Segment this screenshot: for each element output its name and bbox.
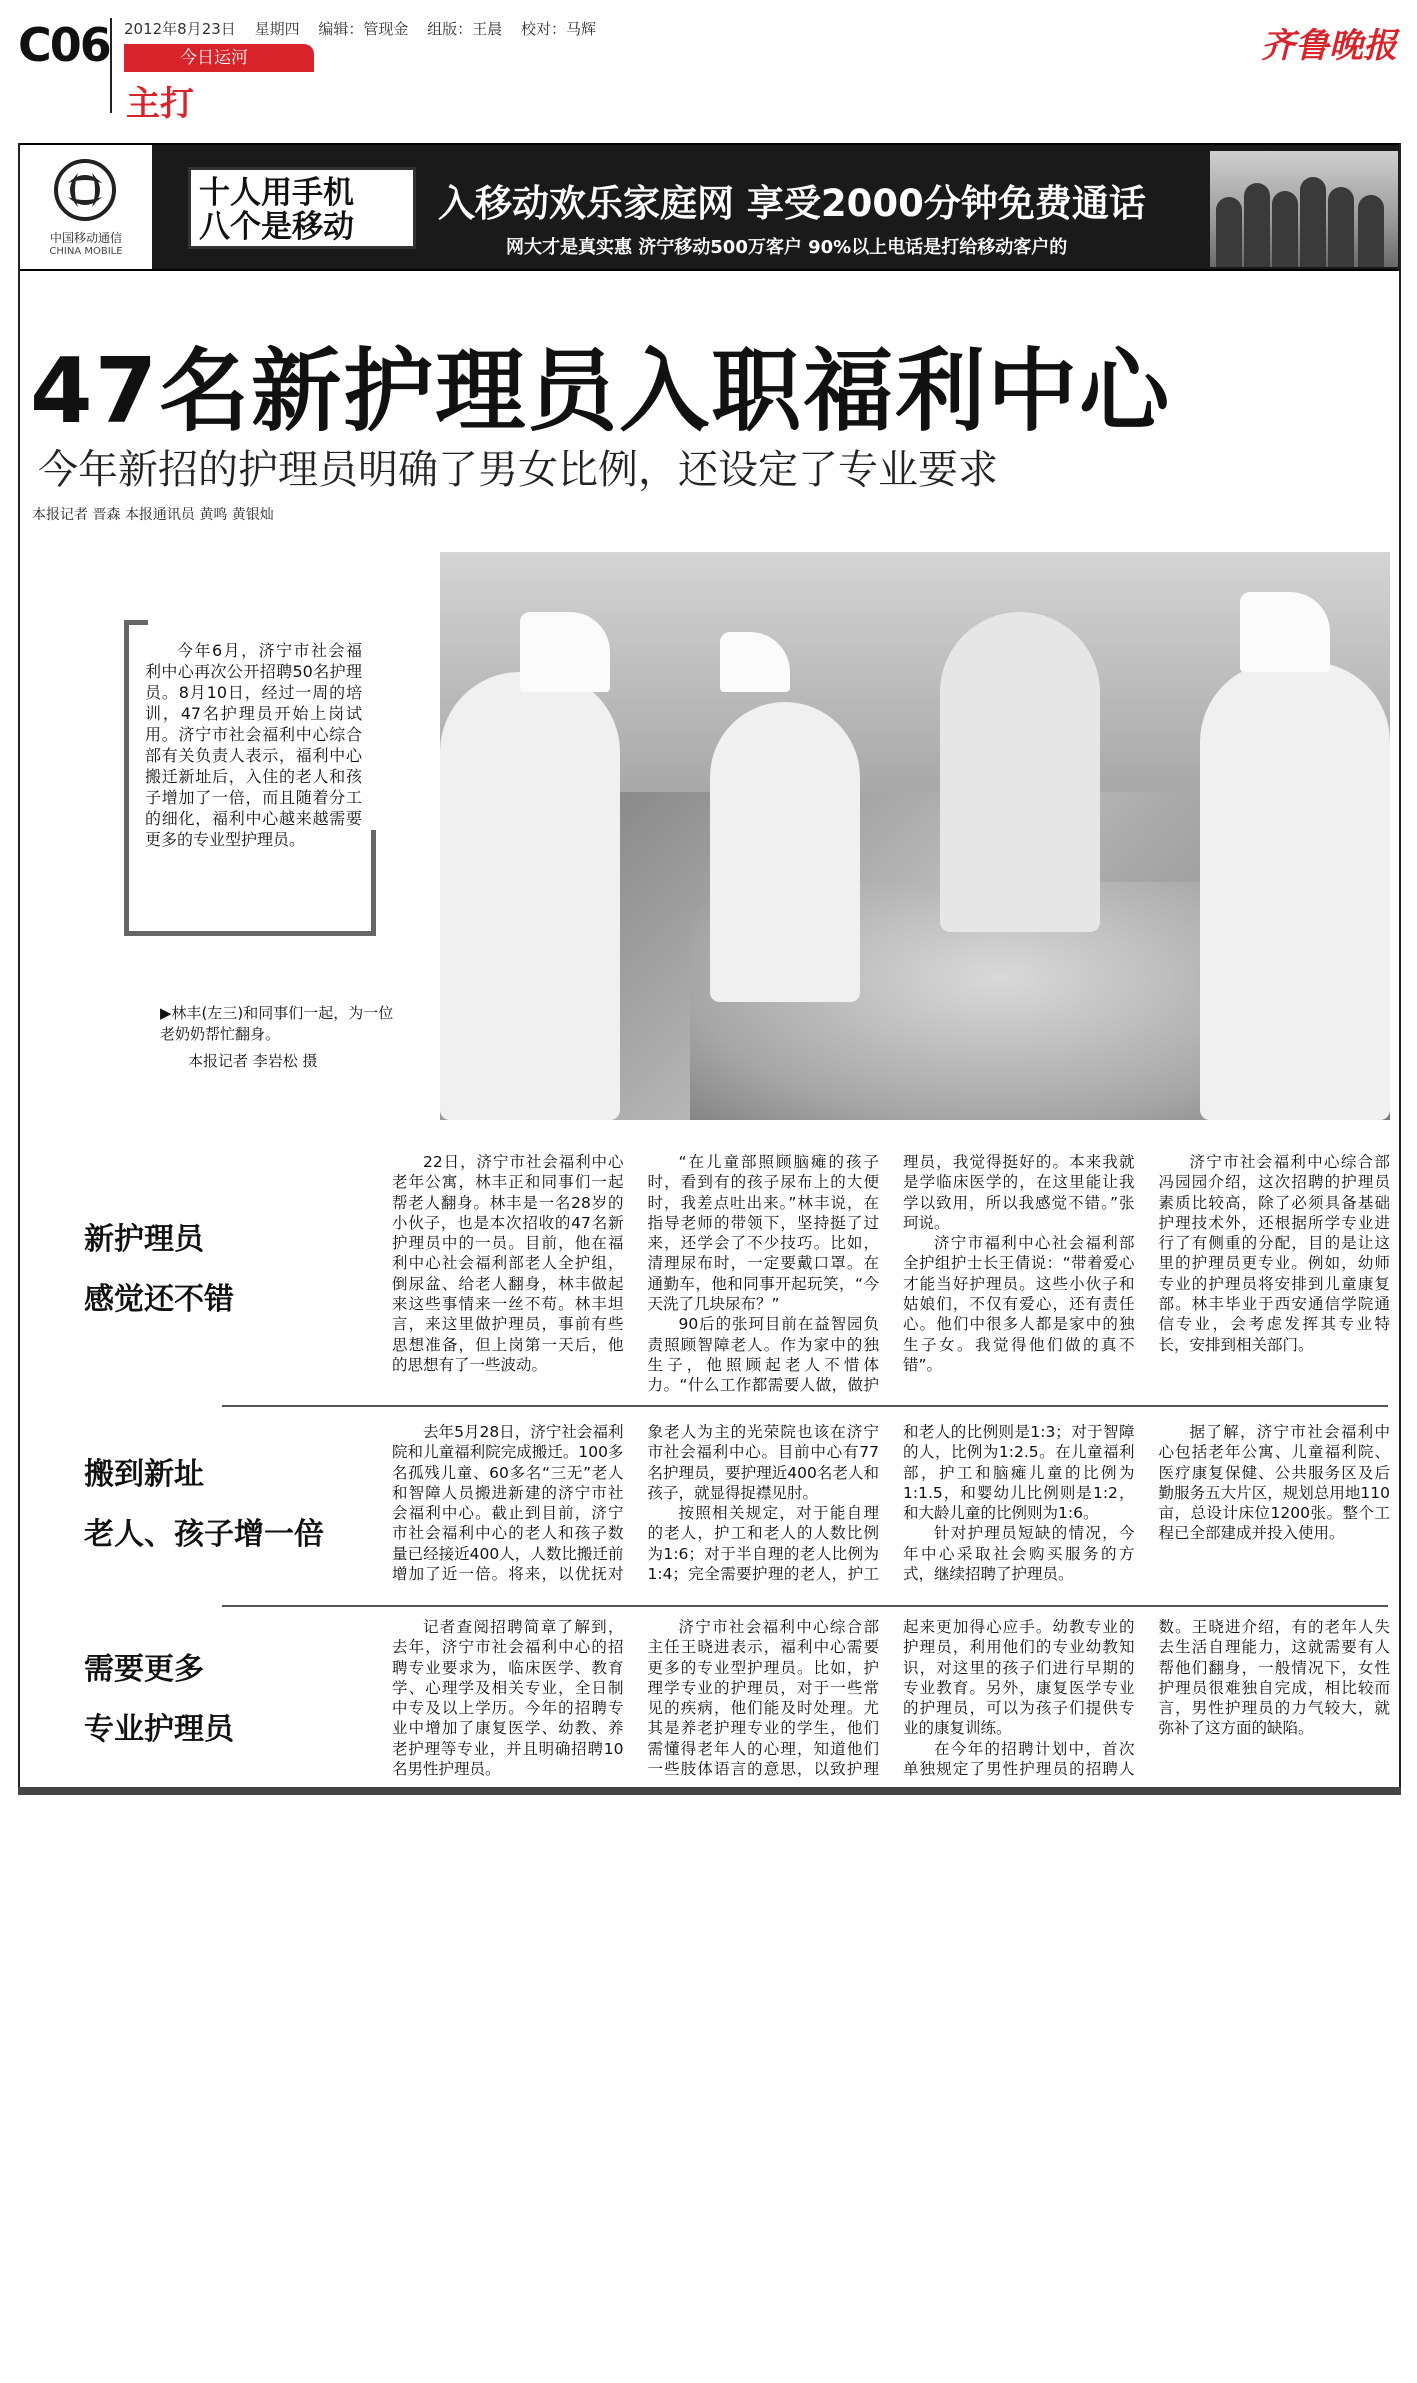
page-number: C06 <box>18 18 110 72</box>
ad-people-photo <box>1210 151 1398 267</box>
editor-credit: 编辑：管现金 <box>318 20 409 38</box>
newspaper-masthead: 齐鲁晚报 <box>1261 26 1397 66</box>
photo-credit: 本报记者 李岩松 摄 <box>188 1052 318 1070</box>
ad-slogan-line1: 十人用手机 <box>199 175 354 211</box>
lede-bracket-right <box>371 830 376 936</box>
logo-text-en: CHINA MOBILE <box>49 246 123 257</box>
edition-weekday: 星期四 <box>254 20 300 38</box>
layout-credit: 组版：王晨 <box>427 20 503 38</box>
article-headline: 47名新护理员入职福利中心 <box>30 339 1172 444</box>
ad-headline: 入移动欢乐家庭网 享受2000分钟免费通话 <box>438 182 1146 225</box>
lede-text: 今年6月，济宁市社会福利中心再次公开招聘50名护理员。8月10日，经过一周的培训，47名护理员开始上岗试用。济宁市社会福利中心综合部有关负责人表示，福利中心搬迁新址后，入住的老人和孩子增加了一倍，而且随着分工的细化，福利中心越来越需要更多的专业型护理员。 <box>145 641 362 849</box>
section-body-relocation: 去年5月28日，济宁社会福利院和儿童福利院完成搬迁。100多名孤残儿童、60多名“三无”老人和智障人员搬进新建的济宁市社会福利中心。截止到目前，济宁市社会福利中心的老人和孩子数量已经接近400人，人数比搬迁前增加了近一倍。将来，以优抚对象老人为主的光荣院也该在济宁市社会福利中心。目前中心有77名护理员，要护理近400名老人和孩子，就显得捉襟见肘。 按照相关规定，对于能自理的老人，护工和老人的人数比例为1:6；对于半自理的老人比例为1:4；完全需要护理的老人，护工和老人的比例则是1:3；对于智障的人，比例为1:2.5。在儿童福利部，护工和脑瘫儿童的比例为1:1.5，和婴幼儿比例则是1:2，和大龄儿童的比例则为1:6。 针对护理员短缺的情况，今年中心采取社会购买服务的方式，继续招聘了护理员。 据了解，济宁市社会福利中心包括老年公寓、儿童福利院、医疗康复保健、公共服务区及后勤服务五大片区，规划总用地110亩，总设计床位1200张。整个工程已全部建成并投入使用。 <box>392 1423 1390 1584</box>
photo-caption: ▶林丰(左三)和同事们一起，为一位老奶奶帮忙翻身。 <box>160 1004 394 1043</box>
edition-date: 2012年8月23日 <box>124 20 236 38</box>
page-header <box>0 0 1417 130</box>
edition-meta <box>124 18 610 39</box>
ad-subline: 网大才是真实惠 济宁移动500万客户 90%以上电话是打给移动客户的 <box>506 237 1068 258</box>
section-heading-new-staff: 新护理员 感觉还不错 <box>84 1222 234 1317</box>
section-heading-relocation: 搬到新址 老人、孩子增一倍 <box>84 1457 324 1552</box>
news-photo <box>440 552 1390 1120</box>
section-heading-professional: 需要更多 专业护理员 <box>84 1652 234 1747</box>
section-divider <box>222 1605 1388 1607</box>
article-subhead: 今年新招的护理员明确了男女比例，还设定了专业要求 <box>38 447 998 493</box>
article-byline: 本报记者 晋森 本报通讯员 黄鸣 黄银灿 <box>32 507 274 523</box>
ad-slogan <box>188 167 416 249</box>
section-divider <box>222 1405 1388 1407</box>
proof-credit: 校对：马辉 <box>520 20 596 38</box>
china-mobile-logo <box>20 145 152 269</box>
china-mobile-logo-icon <box>54 159 116 221</box>
header-divider <box>110 18 112 113</box>
section-body-new-staff: 22日，济宁市社会福利中心老年公寓，林丰正和同事们一起帮老人翻身。林丰是一名28岁的小伙子，也是本次招收的47名新护理员中的一员。目前，他在福利中心社会福利部老人全护组，倒尿盆、给老人翻身，林丰做起来这些事情来一丝不苟。林丰坦言，来这里做护理员，事前有些思想准备，但上岗第一天后，他的思想有了一些波动。 “在儿童部照顾脑瘫的孩子时，看到有的孩子尿布上的大便时，我差点吐出来。”林丰说，在指导老师的带领下，坚持挺了过来，还学会了不少技巧。比如，清理尿布时，一定要戴口罩。在通勤车，他和同事开起玩笑，“今天洗了几块尿布？” 90后的张珂目前在益智园负责照顾智障老人。作为家中的独生子，他照顾起老人不惜体力。“什么工作都需要人做，做护理员，我觉得挺好的。本来我就是学临床医学的，在这里能让我学以致用，所以我感觉不错。”张珂说。 济宁市福利中心社会福利部全护组护士长王倩说：“带着爱心才能当好护理员。这些小伙子和姑娘们，不仅有爱心，还有责任心。他们中很多人都是家中的独生子女。我觉得他们做的真不错”。 济宁市社会福利中心综合部冯园园介绍，这次招聘的护理员素质比较高，除了必须具备基础护理技术外，还根据所学专业进行了有侧重的分配，目的是让这里的护理员更专业。例如，幼师专业的护理员将安排到儿童康复部。林丰毕业于西安通信学院通信专业，会考虑发挥其专业特长，安排到相关部门。 <box>392 1153 1390 1395</box>
ad-slogan-line2: 八个是移动 <box>199 209 354 245</box>
section-title: 主打 <box>126 84 194 124</box>
section-body-professional: 记者查阅招聘简章了解到，去年，济宁市社会福利中心的招聘专业要求为，临床医学、教育学、心理学及相关专业，全日制中专及以上学历。今年的招聘专业中增加了康复医学、幼教、养老护理等专业，并且明确招聘10名男性护理员。 济宁市社会福利中心综合部主任王晓进表示，福利中心需要更多的专业型护理员。比如，护理学专业的护理员，对于一些常见的疾病，他们能及时处理。尤其是养老护理专业的学生，他们需懂得老年人的心理，知道他们一些肢体语言的意思，以致护理起来更加得心应手。幼教专业的护理员，利用他们的专业幼教知识，对这里的孩子们进行早期的专业教育。另外，康复医学专业的护理员，可以为孩子们提供专业的康复训练。 在今年的招聘计划中，首次单独规定了男性护理员的招聘人数。王晓进介绍，有的老年人失去生活自理能力，这就需要有人帮他们翻身，一般情况下，女性护理员很难独自完成，相比较而言，男性护理员的力气较大，就弥补了这方面的缺陷。 <box>392 1618 1390 1779</box>
article-bottom-rule <box>18 1787 1401 1795</box>
logo-text-cn: 中国移动通信 <box>49 231 122 245</box>
article-lede <box>124 620 376 936</box>
advertisement-banner[interactable] <box>18 143 1401 271</box>
section-tab: 今日运河 <box>124 44 314 72</box>
